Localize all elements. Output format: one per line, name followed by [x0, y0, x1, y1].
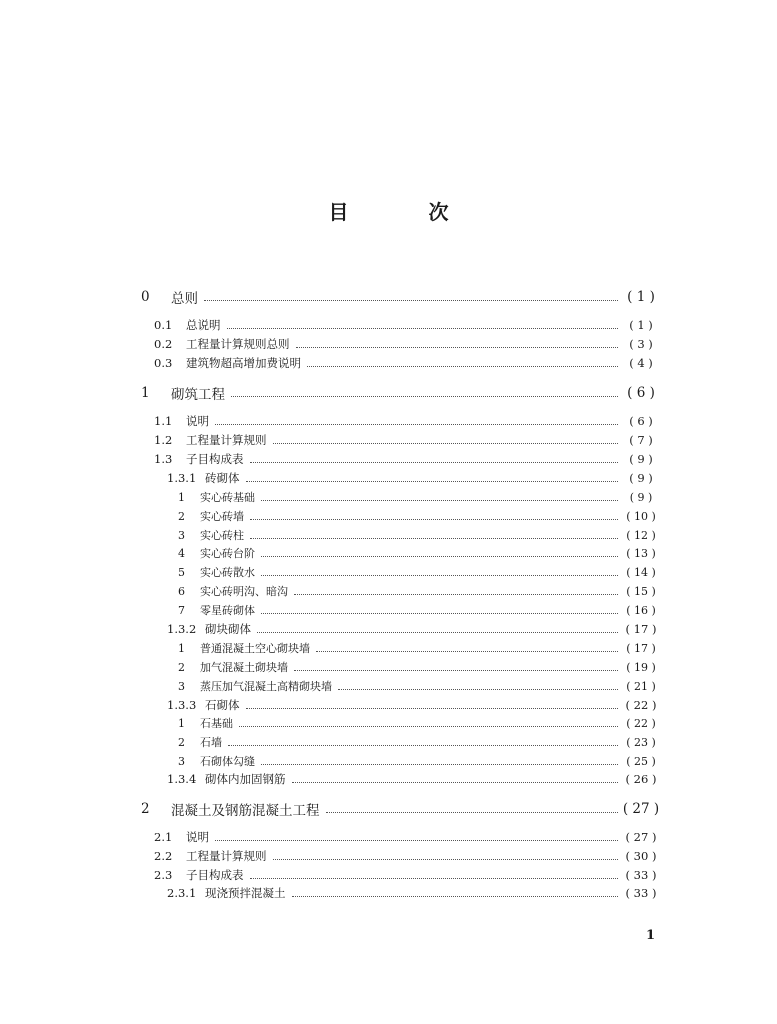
- toc-entry[interactable]: [154, 866, 660, 884]
- toc-entry-page: ( 3 ): [629, 337, 653, 351]
- toc-entry[interactable]: [178, 752, 660, 770]
- toc-entry-number: 1.1: [154, 414, 173, 428]
- dot-leader: [292, 895, 619, 897]
- toc-entry-number: 3: [178, 679, 185, 693]
- toc-entry-number: 2: [178, 735, 185, 749]
- toc-entry-number: 1: [178, 716, 185, 730]
- toc-entry-page: ( 6 ): [629, 414, 653, 428]
- toc-entry-title: 说明: [186, 830, 209, 844]
- toc-entry-title: 子目构成表: [186, 452, 244, 466]
- dot-leader: [215, 423, 618, 425]
- toc-entry-title: 零星砖砌体: [200, 604, 255, 617]
- toc-entry-number: 1.2: [154, 433, 173, 447]
- toc-entry[interactable]: [154, 354, 660, 372]
- dot-leader: [294, 669, 618, 671]
- dot-leader: [273, 442, 619, 444]
- dot-leader: [261, 555, 618, 557]
- toc-entry-page: ( 9 ): [629, 452, 653, 466]
- dot-leader: [261, 612, 618, 614]
- toc-entry-page: ( 6 ): [627, 385, 655, 401]
- toc-entry-title: 子目构成表: [186, 868, 244, 882]
- dot-leader: [246, 707, 619, 709]
- toc-entry[interactable]: [178, 488, 660, 506]
- dot-leader: [316, 650, 618, 652]
- toc-entry-title: 实心砖散水: [200, 566, 255, 579]
- toc-entry-page: ( 12 ): [626, 528, 656, 542]
- toc-entry-title: 现浇预拌混凝土: [205, 886, 286, 900]
- toc-entry[interactable]: [154, 450, 660, 468]
- toc-entry[interactable]: [167, 884, 660, 902]
- dot-leader: [338, 688, 618, 690]
- dot-leader: [261, 763, 618, 765]
- toc-entry-page: ( 27 ): [625, 830, 657, 844]
- toc-entry[interactable]: [154, 412, 660, 430]
- dot-leader: [307, 365, 618, 367]
- toc-entry-number: 2.2: [154, 849, 173, 863]
- toc-entry-title: 蒸压加气混凝土高精砌块墙: [200, 680, 332, 693]
- toc-entry-page: ( 17 ): [626, 641, 656, 655]
- toc-entry-page: ( 26 ): [625, 772, 657, 786]
- toc-entry-page: ( 1 ): [629, 318, 653, 332]
- toc-entry-page: ( 4 ): [629, 356, 653, 370]
- dot-leader: [250, 537, 618, 539]
- dot-leader: [292, 781, 619, 783]
- dot-leader: [261, 574, 618, 576]
- dot-leader: [250, 461, 619, 463]
- toc-entry-title: 石墙: [200, 736, 222, 749]
- toc-entry-page: ( 13 ): [626, 546, 656, 560]
- toc-entry-page: ( 25 ): [626, 754, 656, 768]
- dot-leader: [228, 744, 618, 746]
- toc-entry-title: 实心砖明沟、暗沟: [200, 585, 288, 598]
- toc-entry-page: ( 22 ): [625, 698, 657, 712]
- toc-entry-number: 0.1: [154, 318, 173, 332]
- toc-entry[interactable]: [154, 828, 660, 846]
- toc-entry-number: 1.3: [154, 452, 173, 466]
- toc-entry[interactable]: [154, 431, 660, 449]
- toc-entry-title: 说明: [186, 414, 209, 428]
- page-title: 目 次: [328, 200, 479, 224]
- toc-entry-title: 加气混凝土砌块墙: [200, 661, 288, 674]
- toc-entry-title: 混凝土及钢筋混凝土工程: [171, 803, 320, 819]
- toc-entry[interactable]: [178, 658, 660, 676]
- dot-leader: [294, 593, 618, 595]
- toc-entry-number: 6: [178, 584, 185, 598]
- dot-leader: [227, 327, 619, 329]
- toc-entry-page: ( 7 ): [629, 433, 653, 447]
- toc-entry-title: 实心砖基础: [200, 491, 255, 504]
- toc-entry-title: 工程量计算规则: [186, 433, 267, 447]
- dot-leader: [326, 811, 619, 813]
- toc-entry[interactable]: [178, 714, 660, 732]
- toc-entry[interactable]: [154, 316, 660, 334]
- toc-entry-number: 2.1: [154, 830, 173, 844]
- dot-leader: [261, 499, 618, 501]
- toc-entry-title: 总说明: [186, 318, 221, 332]
- dot-leader: [204, 299, 618, 301]
- toc-entry[interactable]: [178, 544, 660, 562]
- toc-entry-title: 砌筑工程: [171, 387, 225, 403]
- toc-entry[interactable]: [178, 526, 660, 544]
- toc-entry-number: 1.3.1: [167, 471, 197, 485]
- toc-entry[interactable]: [167, 696, 660, 714]
- toc-entry-title: 建筑物超高增加费说明: [186, 356, 301, 370]
- toc-entry-page: ( 14 ): [626, 565, 656, 579]
- toc-entry[interactable]: [178, 677, 660, 695]
- toc-entry-number: 2: [178, 509, 185, 523]
- toc-entry-number: 3: [178, 754, 185, 768]
- toc-entry-number: 4: [178, 546, 185, 560]
- toc-entry-title: 砌块砌体: [205, 622, 251, 636]
- toc-entry-page: ( 19 ): [626, 660, 656, 674]
- toc-entry-number: 2.3: [154, 868, 173, 882]
- toc-entry[interactable]: [141, 800, 660, 818]
- toc-entry-number: 1.3.4: [167, 772, 197, 786]
- toc-entry-page: ( 1 ): [627, 289, 655, 305]
- toc-entry-page: ( 23 ): [626, 735, 656, 749]
- toc-entry-page: ( 27 ): [622, 801, 660, 817]
- toc-entry-page: ( 10 ): [626, 509, 656, 523]
- toc-entry-title: 石基础: [200, 717, 233, 730]
- toc-entry[interactable]: [178, 601, 660, 619]
- toc-entry-number: 0.3: [154, 356, 173, 370]
- page-number: 1: [645, 928, 655, 943]
- toc-entry-title: 石砌体: [205, 698, 240, 712]
- toc-entry[interactable]: [167, 620, 660, 638]
- toc-entry-page: ( 17 ): [625, 622, 657, 636]
- dot-leader: [250, 877, 619, 879]
- toc-entry[interactable]: [141, 288, 660, 306]
- toc-entry[interactable]: [178, 639, 660, 657]
- toc-entry[interactable]: [167, 469, 660, 487]
- toc-entry-page: ( 15 ): [626, 584, 656, 598]
- toc-entry[interactable]: [178, 563, 660, 581]
- toc-entry-page: ( 33 ): [625, 886, 657, 900]
- dot-leader: [296, 346, 619, 348]
- toc-entry-number: 1: [178, 641, 185, 655]
- toc-entry-title: 工程量计算规则: [186, 849, 267, 863]
- toc-entry[interactable]: [178, 733, 660, 751]
- dot-leader: [215, 839, 618, 841]
- dot-leader: [246, 480, 619, 482]
- toc-entry-page: ( 22 ): [626, 716, 656, 730]
- toc-entry-title: 石砌体勾缝: [200, 755, 255, 768]
- toc-entry[interactable]: [154, 335, 660, 353]
- toc-entry-title: 实心砖台阶: [200, 547, 255, 560]
- toc-entry-number: 1.3.2: [167, 622, 197, 636]
- toc-entry-page: ( 30 ): [625, 849, 657, 863]
- dot-leader: [239, 725, 618, 727]
- toc-entry-title: 普通混凝土空心砌块墙: [200, 642, 310, 655]
- dot-leader: [250, 518, 618, 520]
- toc-entry[interactable]: [178, 507, 660, 525]
- toc-entry[interactable]: [178, 582, 660, 600]
- toc-entry-title: 砖砌体: [205, 471, 240, 485]
- toc-entry-number: 0: [141, 289, 150, 305]
- toc-entry-number: 1: [141, 385, 150, 401]
- toc-entry-page: ( 9 ): [629, 490, 653, 504]
- toc-entry-page: ( 21 ): [626, 679, 656, 693]
- toc-entry[interactable]: [141, 384, 660, 402]
- dot-leader: [257, 631, 618, 633]
- toc-entry-title: 工程量计算规则总则: [186, 337, 290, 351]
- toc-entry-title: 实心砖柱: [200, 529, 244, 542]
- toc-entry-page: ( 16 ): [626, 603, 656, 617]
- toc-entry-number: 5: [178, 565, 185, 579]
- toc-entry-number: 0.2: [154, 337, 173, 351]
- toc-entry-page: ( 33 ): [625, 868, 657, 882]
- toc-entry-title: 总则: [171, 291, 198, 307]
- toc-entry-number: 7: [178, 603, 185, 617]
- toc-entry-title: 砌体内加固钢筋: [205, 772, 286, 786]
- toc-entry-page: ( 9 ): [629, 471, 653, 485]
- toc-entry-number: 2: [141, 801, 150, 817]
- toc-entry-number: 1.3.3: [167, 698, 197, 712]
- toc-entry[interactable]: [154, 847, 660, 865]
- toc-entry-number: 1: [178, 490, 185, 504]
- dot-leader: [231, 395, 618, 397]
- toc-entry[interactable]: [167, 770, 660, 788]
- toc-entry-number: 3: [178, 528, 185, 542]
- toc-entry-number: 2.3.1: [167, 886, 197, 900]
- toc-entry-title: 实心砖墙: [200, 510, 244, 523]
- dot-leader: [273, 858, 619, 860]
- toc-entry-number: 2: [178, 660, 185, 674]
